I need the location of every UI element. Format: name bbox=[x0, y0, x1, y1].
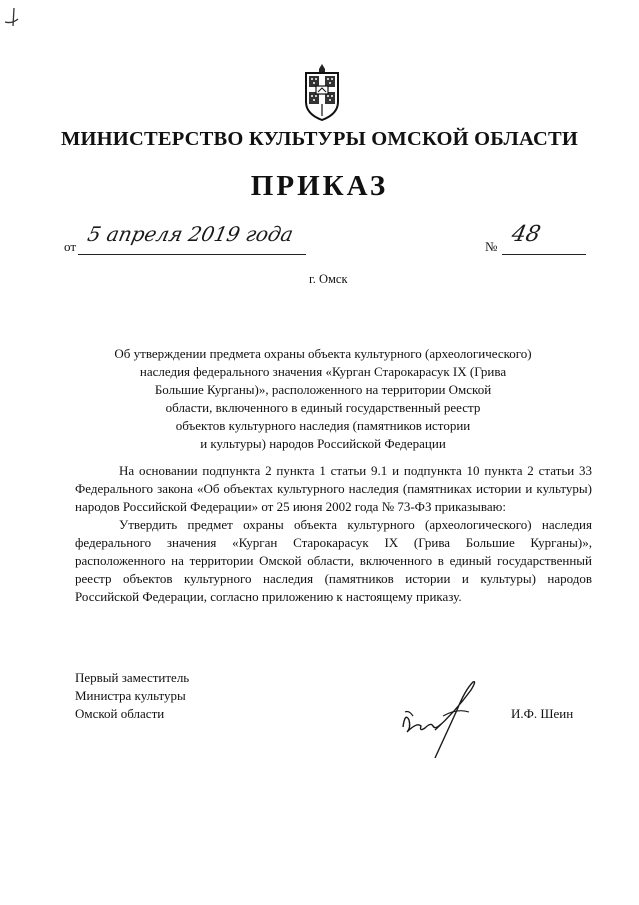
body-paragraph-decision: Утвердить предмет охраны объекта культурного (археологического) наследия федерального значения «Курган Старокарасук IX (Грива Большие Курганы)», расположенного на территории Омской области, включенного в единый государственный реестр объектов культурного наследия (памятников истории и культуры) народов Российской Федерации, согласно приложению к настоящему приказу. bbox=[75, 517, 592, 604]
number-label: № bbox=[485, 239, 498, 254]
handwritten-number: 48 bbox=[509, 222, 543, 247]
handwritten-signature-icon bbox=[395, 672, 505, 762]
title-line: Об утверждении предмета охраны объекта культурного (археологического) bbox=[114, 346, 532, 361]
city-label: г. Омск bbox=[309, 272, 348, 286]
date-label: от bbox=[64, 239, 77, 254]
order-title bbox=[80, 345, 566, 453]
signatory-name: И.Ф. Шеин bbox=[511, 706, 574, 721]
body-paragraph-basis: На основании подпункта 2 пункта 1 статьи 9.1 и подпункта 10 пункта 2 статьи 33 Федерального закона «Об объектах культурного наследия (памятниках истории и культуры) народов Российской Федерации» от 25 июня 2002 года № 73-ФЗ приказываю: bbox=[75, 463, 592, 514]
number-underline bbox=[502, 254, 586, 255]
position-line: Министра культуры bbox=[75, 688, 186, 703]
handwritten-date: 5 апреля 2019 года bbox=[85, 222, 296, 246]
date-underline bbox=[78, 254, 306, 255]
position-line: Первый заместитель bbox=[75, 670, 190, 685]
ministry-heading: МИНИСТЕРСТВО КУЛЬТУРЫ ОМСКОЙ ОБЛАСТИ bbox=[60, 128, 579, 150]
title-line: области, включенного в единый государственный реестр bbox=[165, 400, 481, 415]
corner-mark-icon bbox=[2, 2, 32, 28]
document-type-heading: ПРИКАЗ bbox=[250, 170, 389, 202]
order-body bbox=[75, 462, 592, 606]
title-line: Большие Курганы)», расположенного на территории Омской bbox=[154, 382, 492, 397]
title-line: и культуры) народов Российской Федерации bbox=[200, 436, 446, 451]
omsk-coat-of-arms-icon bbox=[302, 62, 342, 122]
title-line: наследия федерального значения «Курган Старокарасук IX (Грива bbox=[139, 364, 507, 379]
signatory-position bbox=[75, 669, 189, 723]
position-line: Омской области bbox=[75, 706, 165, 721]
title-line: объектов культурного наследия (памятников истории bbox=[175, 418, 471, 433]
